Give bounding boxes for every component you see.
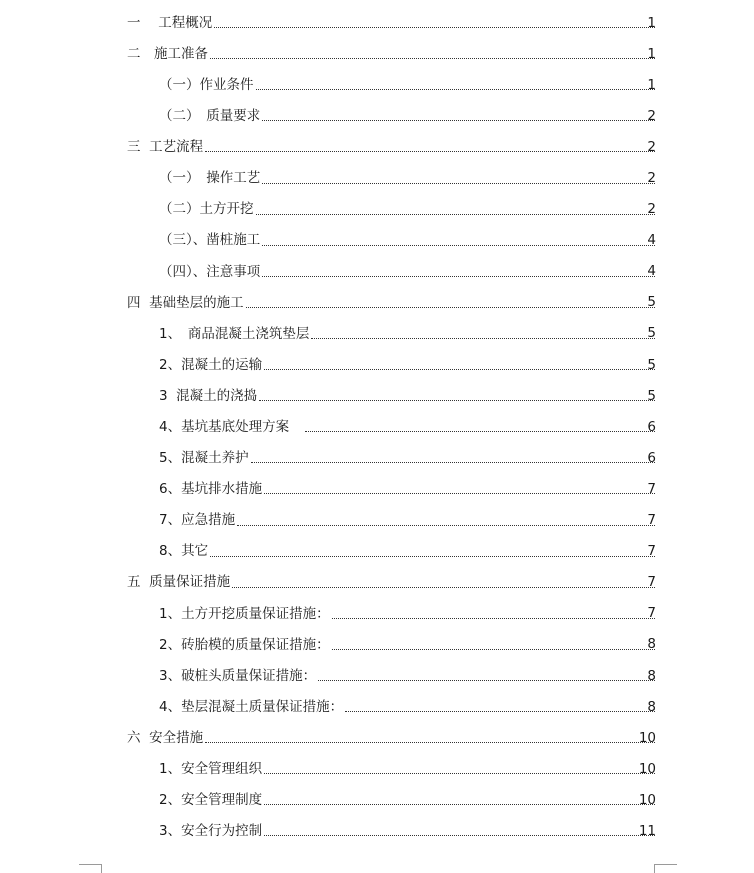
toc-entry-title: 8、其它 <box>159 543 209 560</box>
toc-entry[interactable] <box>0 288 754 319</box>
toc-entry[interactable] <box>0 8 754 39</box>
toc-entry-title: 1、土方开挖质量保证措施： <box>159 605 330 622</box>
toc-entry-page: 5 <box>647 356 656 373</box>
toc-entry-page: 6 <box>647 418 656 435</box>
toc-entry-page: 7 <box>647 574 656 591</box>
toc-entry-title: 1、 商品混凝土浇筑垫层 <box>159 325 310 342</box>
toc-entry[interactable] <box>0 195 754 226</box>
toc-entry-page: 11 <box>638 822 656 839</box>
table-of-contents <box>0 8 754 848</box>
toc-entry-title: 一 工程概况 <box>127 14 213 31</box>
toc-entry-page: 7 <box>647 543 656 560</box>
toc-entry[interactable] <box>0 412 754 443</box>
toc-entry-page: 2 <box>647 201 656 218</box>
dot-leader <box>210 555 655 557</box>
toc-entry-page: 4 <box>647 263 656 280</box>
toc-entry-title: 3、破桩头质量保证措施： <box>159 667 317 684</box>
toc-entry-title: 1、安全管理组织 <box>159 761 263 778</box>
dot-leader <box>264 368 655 370</box>
toc-entry-title: 4、基坑基底处理方案 <box>159 419 303 436</box>
dot-leader <box>262 244 655 246</box>
toc-entry[interactable] <box>0 443 754 474</box>
dot-leader <box>264 803 655 805</box>
toc-entry-page: 8 <box>647 667 656 684</box>
toc-entry[interactable] <box>0 661 754 692</box>
toc-entry-title: 二 施工准备 <box>127 45 208 62</box>
toc-entry-title: 三 工艺流程 <box>127 139 204 156</box>
dot-leader <box>318 679 655 681</box>
toc-entry-page: 7 <box>647 512 656 529</box>
toc-entry[interactable] <box>0 599 754 630</box>
toc-entry-title: 六 安全措施 <box>127 729 204 746</box>
dot-leader <box>264 492 655 494</box>
dot-leader <box>210 57 655 59</box>
toc-entry-title: 2、安全管理制度 <box>159 792 263 809</box>
dot-leader <box>251 461 655 463</box>
toc-entry[interactable] <box>0 692 754 723</box>
toc-entry-title: 4、垫层混凝土质量保证措施： <box>159 698 344 715</box>
toc-entry[interactable] <box>0 163 754 194</box>
dot-leader <box>237 524 655 526</box>
toc-entry-page: 1 <box>647 76 656 93</box>
toc-entry[interactable] <box>0 257 754 288</box>
dot-leader <box>332 617 655 619</box>
toc-entry[interactable] <box>0 754 754 785</box>
toc-entry-page: 1 <box>647 45 656 62</box>
toc-entry-title: 3、安全行为控制 <box>159 823 263 840</box>
toc-entry-title: （二）土方开挖 <box>159 201 254 218</box>
toc-entry-title: （一）作业条件 <box>159 76 254 93</box>
toc-entry-title: 6、基坑排水措施 <box>159 481 263 498</box>
toc-entry-title: （二） 质量要求 <box>159 108 261 125</box>
dot-leader <box>262 275 655 277</box>
toc-entry[interactable] <box>0 474 754 505</box>
dot-leader <box>214 26 655 28</box>
dot-leader <box>332 648 655 650</box>
dot-leader <box>259 399 655 401</box>
toc-entry[interactable] <box>0 350 754 381</box>
toc-entry-title: 五 质量保证措施 <box>127 574 231 591</box>
toc-entry[interactable] <box>0 506 754 537</box>
toc-entry-title: 2、混凝土的运输 <box>159 356 263 373</box>
toc-entry-page: 1 <box>647 14 656 31</box>
toc-entry[interactable] <box>0 101 754 132</box>
toc-entry[interactable] <box>0 132 754 163</box>
toc-entry-page: 10 <box>638 791 656 808</box>
toc-entry-title: 四 基础垫层的施工 <box>127 294 244 311</box>
toc-entry-title: 3 混凝土的浇捣 <box>159 387 258 404</box>
dot-leader <box>256 88 656 90</box>
dot-leader <box>205 150 655 152</box>
dot-leader <box>345 710 655 712</box>
dot-leader <box>256 213 656 215</box>
toc-entry[interactable] <box>0 816 754 847</box>
toc-entry[interactable] <box>0 39 754 70</box>
toc-entry-page: 4 <box>647 232 656 249</box>
toc-entry[interactable] <box>0 785 754 816</box>
toc-entry[interactable] <box>0 226 754 257</box>
toc-entry-page: 10 <box>638 760 656 777</box>
toc-entry[interactable] <box>0 70 754 101</box>
toc-entry-page: 2 <box>647 170 656 187</box>
toc-entry-title: 7、应急措施 <box>159 512 236 529</box>
toc-entry-title: 2、砖胎模的质量保证措施： <box>159 636 330 653</box>
toc-entry-page: 7 <box>647 480 656 497</box>
toc-entry-page: 10 <box>638 729 656 746</box>
toc-entry[interactable] <box>0 319 754 350</box>
toc-entry[interactable] <box>0 568 754 599</box>
toc-entry-page: 2 <box>647 107 656 124</box>
toc-entry-page: 2 <box>647 138 656 155</box>
dot-leader <box>264 834 655 836</box>
dot-leader <box>305 430 655 432</box>
toc-entry[interactable] <box>0 537 754 568</box>
toc-entry-title: （一） 操作工艺 <box>159 170 261 187</box>
toc-entry-page: 5 <box>647 325 656 342</box>
toc-entry-title: （四）、注意事项 <box>159 263 261 280</box>
toc-entry[interactable] <box>0 723 754 754</box>
toc-entry-page: 5 <box>647 294 656 311</box>
dot-leader <box>246 306 655 308</box>
dot-leader <box>232 586 655 588</box>
dot-leader <box>311 337 655 339</box>
dot-leader <box>205 741 655 743</box>
dot-leader <box>262 182 655 184</box>
toc-entry-title: 5、混凝土养护 <box>159 450 249 467</box>
dot-leader <box>262 119 655 121</box>
toc-entry-page: 8 <box>647 636 656 653</box>
toc-entry[interactable] <box>0 381 754 412</box>
toc-entry-page: 6 <box>647 449 656 466</box>
toc-entry-page: 5 <box>647 387 656 404</box>
toc-entry[interactable] <box>0 630 754 661</box>
toc-entry-page: 7 <box>647 605 656 622</box>
dot-leader <box>264 772 655 774</box>
toc-entry-page: 8 <box>647 698 656 715</box>
toc-entry-title: （三）、凿桩施工 <box>159 232 261 249</box>
